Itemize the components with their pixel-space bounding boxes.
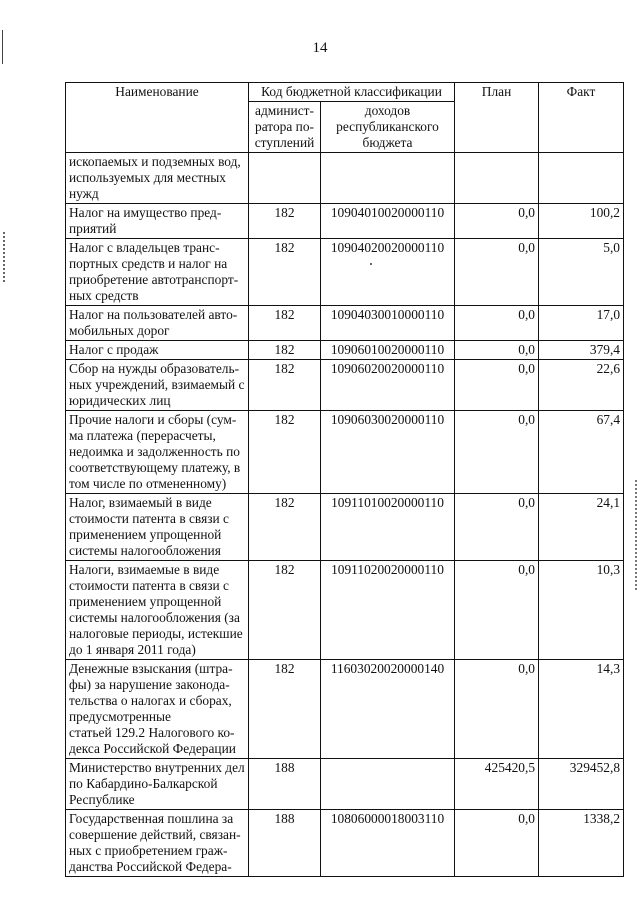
row-income-code: 10806000018003110	[321, 810, 455, 877]
row-plan: 0,0	[455, 306, 539, 341]
row-name-line: Прочие налоги и сборы (сум-	[69, 412, 237, 427]
row-name-line: соответствующему платежу, в	[69, 460, 241, 475]
row-admin-code: 182	[249, 561, 321, 660]
header-admin-line: админист-	[255, 103, 314, 118]
row-name	[66, 239, 249, 306]
row-admin-code: 182	[249, 239, 321, 306]
table-body	[66, 153, 624, 877]
row-name-line: используемых для местных	[69, 170, 226, 185]
row-fact: 67,4	[539, 411, 624, 494]
row-name-line: Республике	[69, 792, 135, 807]
row-admin-code: 182	[249, 660, 321, 759]
row-income-code	[321, 759, 455, 810]
row-income-code: 10904020020000110	[321, 239, 455, 306]
header-income-line: доходов	[364, 103, 411, 118]
row-fact: 10,3	[539, 561, 624, 660]
header-plan: План	[455, 83, 539, 153]
header-name: Наименование	[66, 83, 249, 153]
scan-edge-dots-right	[633, 480, 637, 590]
row-income-code: 11603020020000140	[321, 660, 455, 759]
row-name-line: юридических лиц	[69, 393, 171, 408]
row-income-code: 10911020020000110	[321, 561, 455, 660]
table-row	[66, 759, 624, 810]
row-name-line: ископаемых и подземных вод,	[69, 154, 241, 169]
row-name-line: Налог с продаж	[69, 342, 159, 357]
row-fact: 14,3	[539, 660, 624, 759]
row-plan: 0,0	[455, 341, 539, 360]
table-row	[66, 411, 624, 494]
row-fact: 5,0	[539, 239, 624, 306]
row-name	[66, 810, 249, 877]
row-income-code: 10906020020000110	[321, 360, 455, 411]
budget-table	[65, 82, 624, 877]
table-row	[66, 660, 624, 759]
row-name-line: Налоги, взимаемые в виде	[69, 562, 220, 577]
row-fact: 379,4	[539, 341, 624, 360]
row-plan: 0,0	[455, 360, 539, 411]
row-name	[66, 759, 249, 810]
row-name-line: статьей 129.2 Налогового ко-	[69, 725, 235, 740]
table-row	[66, 341, 624, 360]
row-fact: 17,0	[539, 306, 624, 341]
row-fact: 1338,2	[539, 810, 624, 877]
row-plan: 0,0	[455, 561, 539, 660]
row-income-code	[321, 153, 455, 204]
row-name-line: Государственная пошлина за	[69, 811, 234, 826]
row-name-line: совершение действий, связан-	[69, 827, 241, 842]
row-name	[66, 494, 249, 561]
row-name	[66, 204, 249, 239]
header-classification: Код бюджетной классификации	[249, 83, 455, 102]
row-name-line: том числе по отмененному)	[69, 476, 227, 491]
row-plan: 0,0	[455, 239, 539, 306]
row-admin-code: 182	[249, 306, 321, 341]
table-row	[66, 306, 624, 341]
row-name-line: Сбор на нужды образователь-	[69, 361, 240, 376]
row-name-line: тельства о налогах и сборах,	[69, 693, 232, 708]
row-name-line: декса Российской Федерации	[69, 741, 236, 756]
row-plan: 0,0	[455, 660, 539, 759]
row-fact	[539, 153, 624, 204]
table-row	[66, 153, 624, 204]
row-name-line: портных средств и налог на	[69, 256, 228, 271]
row-name	[66, 341, 249, 360]
row-name-line: ных средств	[69, 288, 139, 303]
row-income-code: 10906010020000110	[321, 341, 455, 360]
row-name-line: налоговые периоды, истекшие	[69, 626, 243, 641]
table-row	[66, 204, 624, 239]
row-plan: 0,0	[455, 810, 539, 877]
row-name	[66, 561, 249, 660]
row-name-line: мобильных дорог	[69, 323, 170, 338]
row-name-line: Денежные взыскания (штра-	[69, 661, 233, 676]
row-name-line: предусмотренные	[69, 709, 171, 724]
row-name-line: применением упрощенной	[69, 527, 222, 542]
row-name-line: Министерство внутренних дел	[69, 760, 245, 775]
row-plan: 0,0	[455, 494, 539, 561]
table-row	[66, 360, 624, 411]
table-row	[66, 561, 624, 660]
row-name-line: приобретение автотранспорт-	[69, 272, 239, 287]
row-name	[66, 411, 249, 494]
row-plan: 0,0	[455, 204, 539, 239]
row-income-code: 10911010020000110	[321, 494, 455, 561]
row-income-code: 10904010020000110	[321, 204, 455, 239]
header-income-line: республиканского	[336, 119, 439, 134]
row-name-line: Налог, взимаемый в виде	[69, 495, 212, 510]
row-name-line: нужд	[69, 186, 99, 201]
scan-speck	[370, 263, 372, 265]
row-name-line: ма платежа (перерасчеты,	[69, 428, 216, 443]
row-name-line: ных с приобретением граж-	[69, 843, 228, 858]
row-name-line: по Кабардино-Балкарской	[69, 776, 218, 791]
header-admin-line: ратора по-	[255, 119, 314, 134]
row-name-line: Налог на пользователей авто-	[69, 307, 238, 322]
row-plan	[455, 153, 539, 204]
scan-edge-dots	[3, 232, 8, 282]
row-fact: 329452,8	[539, 759, 624, 810]
row-admin-code: 188	[249, 810, 321, 877]
header-admin	[249, 102, 321, 153]
row-admin-code: 182	[249, 411, 321, 494]
header-income-line: бюджета	[362, 135, 413, 150]
row-name-line: Налог с владельцев транс-	[69, 240, 220, 255]
page-number: 14	[312, 40, 328, 56]
row-admin-code: 182	[249, 204, 321, 239]
row-fact: 24,1	[539, 494, 624, 561]
row-admin-code: 188	[249, 759, 321, 810]
header-income	[321, 102, 455, 153]
row-name-line: стоимости патента в связи с	[69, 511, 229, 526]
row-name-line: приятий	[69, 221, 117, 236]
row-admin-code: 182	[249, 494, 321, 561]
row-name-line: фы) за нарушение законода-	[69, 677, 230, 692]
row-admin-code	[249, 153, 321, 204]
row-fact: 100,2	[539, 204, 624, 239]
table-row	[66, 810, 624, 877]
header-row-1	[66, 83, 624, 102]
row-name	[66, 306, 249, 341]
table-row	[66, 494, 624, 561]
row-name-line: до 1 января 2011 года)	[69, 642, 196, 657]
header-fact: Факт	[539, 83, 624, 153]
row-name	[66, 153, 249, 204]
row-name-line: недоимка и задолженность по	[69, 444, 240, 459]
row-plan: 425420,5	[455, 759, 539, 810]
row-admin-code: 182	[249, 360, 321, 411]
row-name-line: ных учреждений, взимаемый с	[69, 377, 245, 392]
row-admin-code: 182	[249, 341, 321, 360]
row-name-line: применением упрощенной	[69, 594, 222, 609]
row-name-line: Налог на имущество пред-	[69, 205, 222, 220]
row-name	[66, 660, 249, 759]
row-fact: 22,6	[539, 360, 624, 411]
row-income-code: 10904030010000110	[321, 306, 455, 341]
row-name	[66, 360, 249, 411]
table-row	[66, 239, 624, 306]
row-income-code: 10906030020000110	[321, 411, 455, 494]
row-plan: 0,0	[455, 411, 539, 494]
row-name-line: системы налогообложения (за	[69, 610, 240, 625]
row-name-line: данства Российской Федера-	[69, 859, 232, 874]
row-name-line: стоимости патента в связи с	[69, 578, 229, 593]
row-name-line: системы налогообложения	[69, 543, 221, 558]
header-admin-line: ступлений	[254, 135, 315, 150]
